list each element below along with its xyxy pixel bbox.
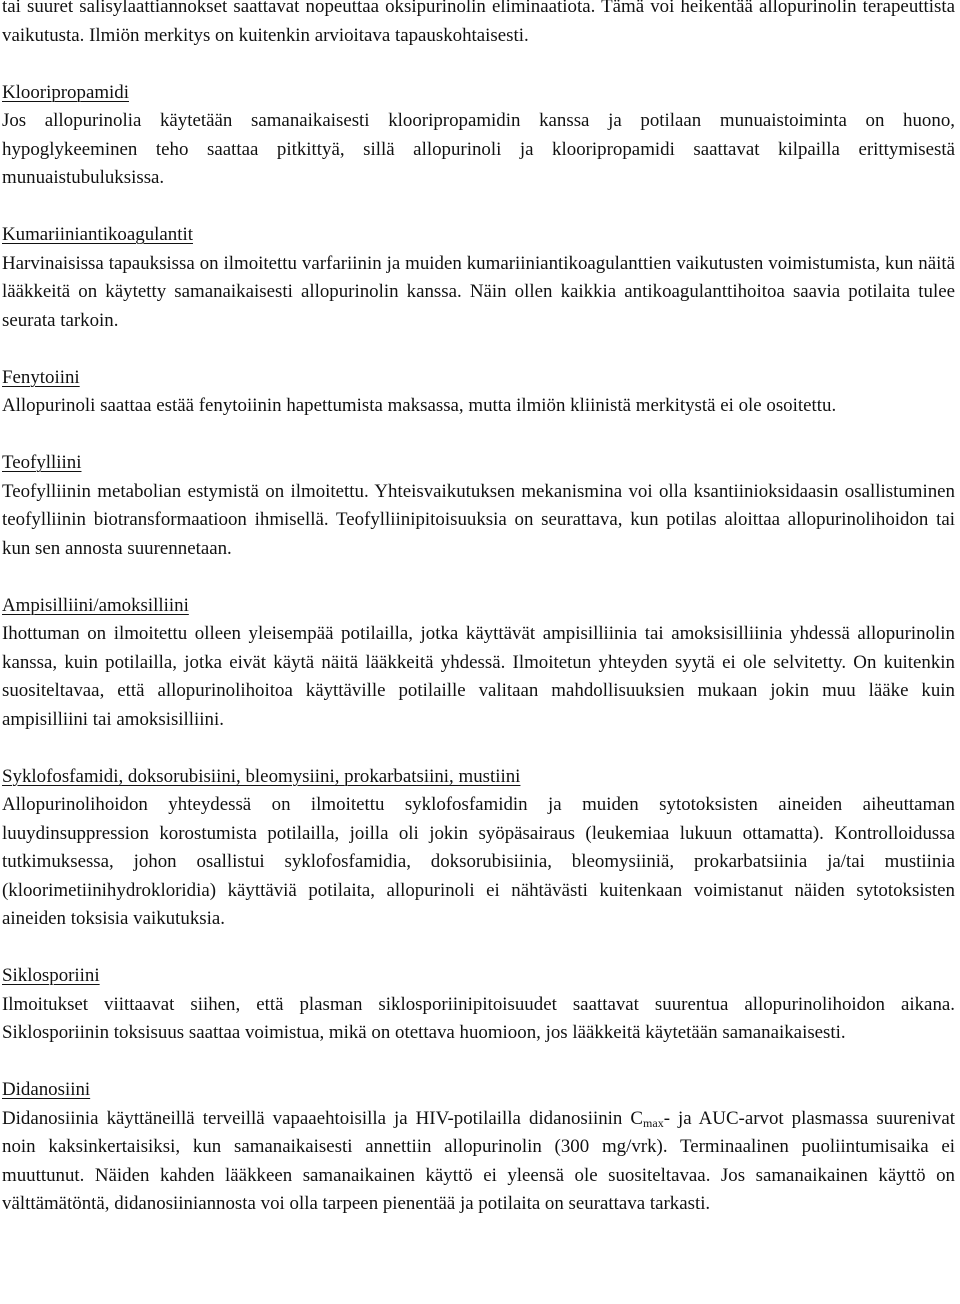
- section-heading: Siklosporiini: [2, 965, 100, 986]
- section-heading: Syklofosfamidi, doksorubisiini, bleomysiini, prokarbatsiini, mustiini: [2, 765, 521, 787]
- section-body: Ihottuman on ilmoitettu olleen yleisempää potilailla, jotka käyttävät ampisilliinia tai amoksisilliinia yhdessä allopurinolin kanssa, kuin potilailla, jotka eivät käytä näitä lääkkeitä yhdessä. Ilmoitetun yhteyden syytä ei ole selvitetty. On kuitenkin suositeltavaa, että allopurinolihoitoa käyttäville potilaille valitaan mahdollisuuksien mukaan jokin muu lääke kuin ampisilliini tai amoksisilliini.: [2, 623, 955, 730]
- section-body: [2, 1105, 955, 1219]
- section-body: Jos allopurinolia käytetään samanaikaisesti klooripropamidin kanssa ja potilaan munuaistoiminta on huono, hypoglykeeminen teho saattaa pitkittyä, sillä allopurinoli ja klooripropamidi saattavat kilpailla erittymisestä munuaistubuluksissa.: [2, 110, 955, 188]
- section-heading: Teofylliini: [2, 452, 82, 473]
- section-teofylliini: [2, 449, 955, 563]
- section-klooripropamidi: [2, 79, 955, 193]
- section-heading: Kumariiniantikoagulantit: [2, 224, 193, 245]
- section-heading: Didanosiini: [2, 1079, 91, 1100]
- section-body: Ilmoitukset viittaavat siihen, että plasman siklosporiinipitoisuudet saattavat suurentua allopurinolihoidon aikana. Siklosporiinin toksisuus saattaa voimistua, mikä on otettava huomioon, jos lääkkeitä käytetään samanaikaisesti.: [2, 993, 955, 1043]
- cmax-subscript: max: [643, 1115, 664, 1130]
- section-siklosporiini: [2, 962, 955, 1048]
- section-heading: Klooripropamidi: [2, 81, 129, 103]
- section-heading: Fenytoiini: [2, 366, 80, 388]
- intro-paragraph: tai suuret salisylaattiannokset saattavat nopeuttaa oksipurinolin eliminaatiota. Tämä voi heikentää allopurinolin terapeuttista vaikutusta. Ilmiön merkitys on kuitenkin arvioitava tapauskohtaisesti.: [2, 0, 955, 46]
- section-body: Harvinaisissa tapauksissa on ilmoitettu varfariinin ja muiden kumariiniantikoagulanttien vaikutusten voimistumista, kun näitä lääkkeitä on käytetty samanaikaisesti allopurinolin kanssa. Näin ollen kaikkia antikoagulanttihoitoa saavia potilaita tulee seurata tarkoin.: [2, 252, 955, 331]
- section-body: Allopurinoli saattaa estää fenytoiinin hapettumista maksassa, mutta ilmiön kliinistä merkitystä ei ole osoitettu.: [2, 395, 837, 416]
- body-text-part1: Didanosiinia käyttäneillä terveillä vapaaehtoisilla ja HIV-potilailla didanosiinin C: [2, 1107, 644, 1129]
- section-body: Allopurinolihoidon yhteydessä on ilmoitettu syklofosfamidin ja muiden sytotoksisten aineiden aiheuttaman luuydinsuppression korostumista potilailla, joilla oli jokin syöpäsairaus (leukemiaa lukuun ottamatta). Kontrolloidussa tutkimuksessa, johon osallistui syklofosfamidia, doksorubisiinia, bleomysiiniä, prokarbatsiinia ja/tai mustiinia (kloorimetiinihydrokloridia) käyttäviä potilaita, allopurinoli ei nähtävästi kuitenkaan voimistanut näiden sytotoksisten aineiden toksisia vaikutuksia.: [2, 794, 955, 929]
- section-body: Teofylliinin metabolian estymistä on ilmoitettu. Yhteisvaikutuksen mekanismina voi olla ksantiinioksidaasin osallistuminen teofylliinin biotransformaatioon ihmisellä. Teofylliinipitoisuuksia on seurattava, kun potilas aloittaa allopurinolihoidon tai kun sen annosta suurennetaan.: [2, 480, 955, 559]
- section-kumariiniantikoagulantit: [2, 221, 955, 335]
- section-didanosiini: [2, 1076, 955, 1219]
- section-heading: Ampisilliini/amoksilliini: [2, 594, 189, 616]
- section-ampisilliini: [2, 592, 955, 735]
- document-page: [2, 0, 955, 1219]
- body-text-part2: - ja AUC-arvot plasmassa suurenivat noin kaksinkertaisiksi, kun samanaikaisesti annettiin allopurinolin (300 mg/vrk). Terminaalinen puoliintumisaika ei muuttunut. Näiden kahden lääkkeen samanaikainen käyttö ei yleensä ole suositeltavaa. Jos samanaikainen käyttö on välttämätöntä, didanosiiniannosta voi olla tarpeen pienentää ja potilaita on seurattava tarkasti.: [2, 1107, 956, 1214]
- section-syklofosfamidi: [2, 763, 955, 934]
- section-fenytoiini: [2, 364, 955, 421]
